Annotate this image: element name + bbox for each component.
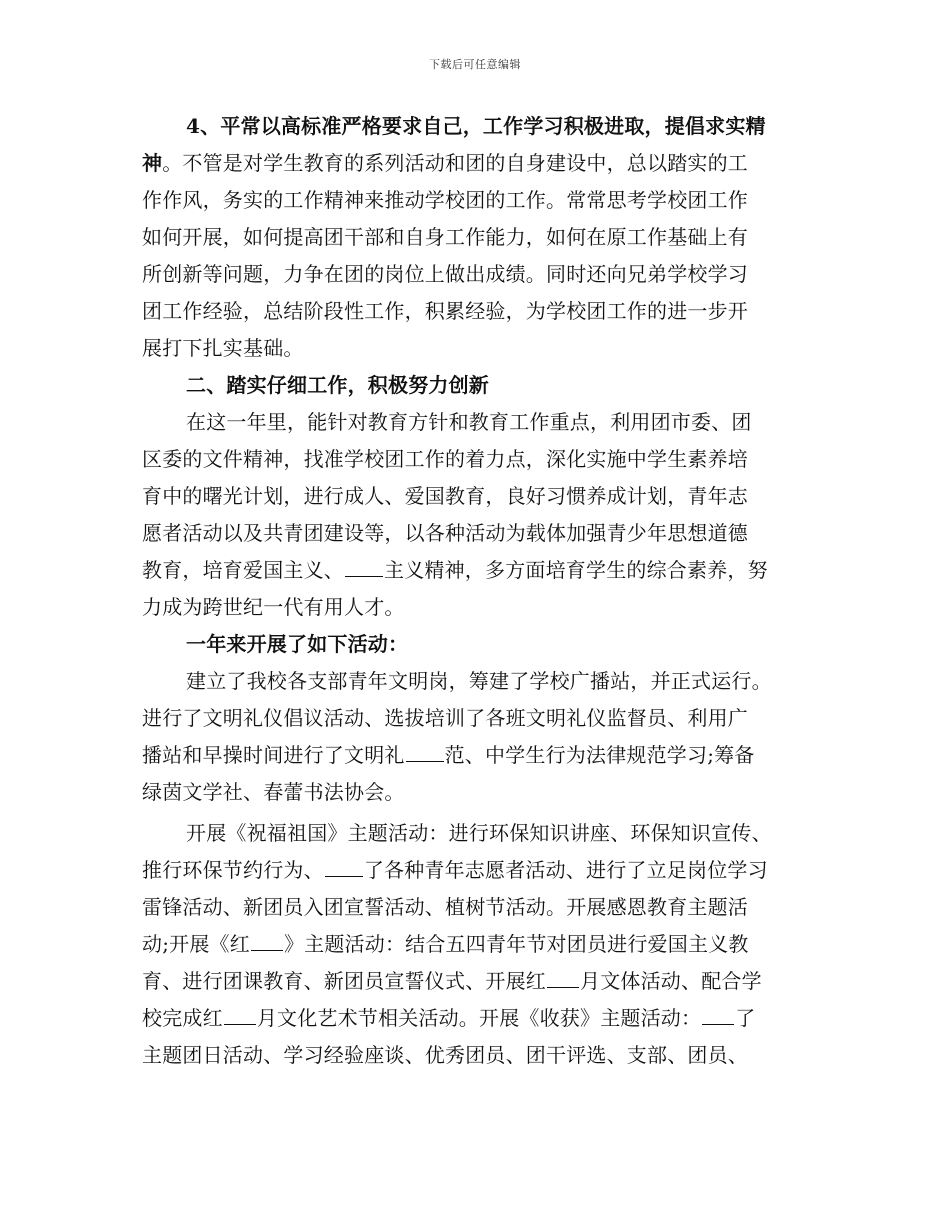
paragraph-line: 愿者活动以及共青团建设等，以各种活动为载体加强青少年思想道德: [142, 521, 748, 545]
paragraph-line: [142, 145, 748, 182]
blank-underline: [325, 858, 363, 877]
paragraph-line: 育中的曙光计划，进行成人、爱国教育，良好习惯养成计划，青年志: [142, 484, 748, 508]
paragraph-line: [142, 963, 762, 1000]
section-heading: 一年来开展了如下活动：: [186, 632, 409, 656]
paragraph-line: [142, 1000, 755, 1037]
text: 播站和早操时间进行了文明礼: [142, 743, 405, 767]
blank-underline: [406, 743, 444, 762]
blank-underline: [345, 558, 383, 577]
header-watermark: 下载后可任意编辑: [429, 58, 521, 71]
blank-underline: [547, 969, 579, 988]
paragraph-line: 雷锋活动、新团员入团宣誓活动、植树节活动。开展感恩教育主题活: [142, 895, 748, 919]
text: 教育，培育爱国主义、: [142, 558, 344, 582]
text: 月文化艺术节相关活动。开展《收获》主题活动：: [256, 1006, 702, 1030]
text: 了各种青年志愿者活动、进行了立足岗位学习: [363, 858, 768, 882]
paragraph-line: 区委的文件精神，找准学校团工作的着力点，深化实施中学生素养培: [142, 447, 748, 471]
paragraph-line: [186, 108, 766, 145]
text: 推行环保节约行为、: [142, 858, 324, 882]
text: 。不管是对学生教育的系列活动和团的自身建设中，总以踏实的工: [162, 151, 749, 175]
text: 校完成红: [142, 1006, 223, 1030]
paragraph-line: [142, 926, 749, 963]
bold-text: 神: [142, 151, 163, 175]
blank-underline: [224, 1006, 256, 1025]
paragraph-line: 团工作经验，总结阶段性工作，积累经验，为学校团工作的进一步开: [142, 299, 748, 323]
paragraph-line: 开展《祝福祖国》主题活动：进行环保知识讲座、环保知识宣传、: [186, 821, 772, 845]
section-heading: 二、踏实仔细工作，积极努力创新: [186, 373, 489, 397]
text: 范、中学生行为法律规范学习;筹备: [444, 743, 755, 767]
paragraph-line: 所创新等问题，力争在团的岗位上做出成绩。同时还向兄弟学校学习: [142, 262, 748, 286]
blank-underline: [251, 932, 283, 951]
text: 月文体活动、配合学: [580, 969, 762, 993]
text: 动;开展《红: [142, 932, 250, 956]
bold-lead-text: 4、平常以高标准严格要求自己，工作学习积极进取，提倡求实精: [186, 114, 766, 138]
paragraph-line: 进行了文明礼仪倡议活动、选拔培训了各班文明礼仪监督员、利用广: [142, 706, 748, 730]
paragraph-line: 绿茵文学社、春蕾书法协会。: [142, 780, 405, 804]
text: 主义精神，多方面培育学生的综合素养，努: [384, 558, 768, 582]
text: 了: [735, 1006, 756, 1030]
blank-underline: [702, 1006, 734, 1025]
paragraph-line: 作作风，务实的工作精神来推动学校团的工作。常常思考学校团工作: [142, 188, 748, 212]
paragraph-line: 力成为跨世纪一代有用人才。: [142, 595, 405, 619]
paragraph-line: 在这一年里，能针对教育方针和教育工作重点，利用团市委、团: [186, 410, 752, 434]
paragraph-line: 展打下扎实基础。: [142, 336, 304, 360]
paragraph-line: [142, 852, 768, 889]
paragraph-line: 建立了我校各支部青年文明岗，筹建了学校广播站，并正式运行。: [186, 669, 772, 693]
paragraph-line: 主题团日活动、学习经验座谈、优秀团员、团干评选、支部、团员、: [142, 1043, 748, 1067]
paragraph-line: 如何开展，如何提高团干部和自身工作能力，如何在原工作基础上有: [142, 225, 748, 249]
text: 育、进行团课教育、新团员宣誓仪式、开展红: [142, 969, 546, 993]
paragraph-line: [142, 737, 755, 774]
text: 》主题活动：结合五四青年节对团员进行爱国主义教: [283, 932, 749, 956]
paragraph-line: [142, 552, 768, 589]
